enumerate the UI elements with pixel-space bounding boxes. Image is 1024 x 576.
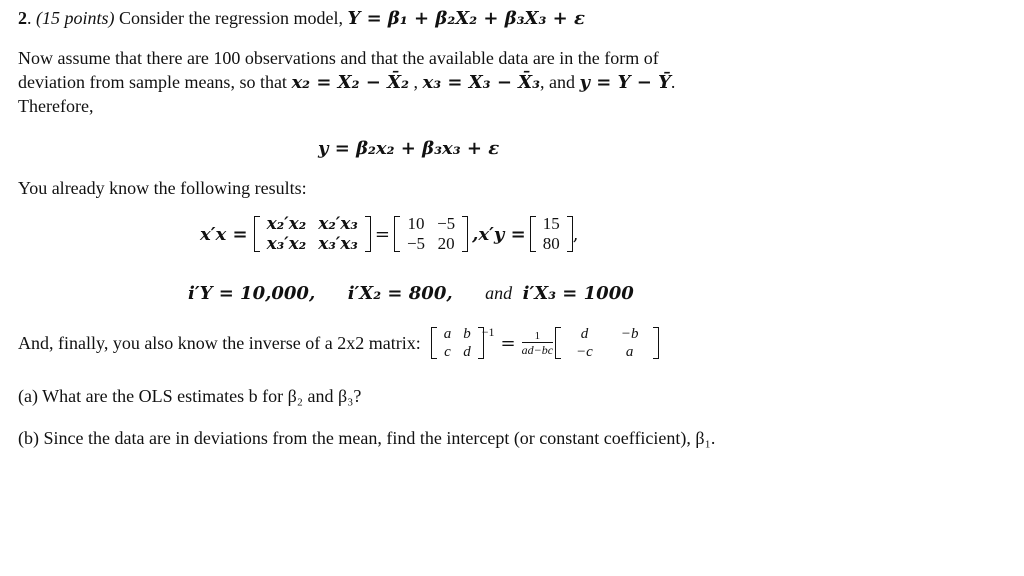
sum-iX2: i′X₂ = 800, (347, 283, 453, 304)
matrix-cell: x₂′x₃ (318, 214, 358, 234)
inverse-line (18, 325, 659, 361)
matrix-cell: x₂′x₂ (266, 214, 307, 234)
inverse-power: −1 (481, 325, 495, 339)
xx-symbolic-matrix (254, 214, 371, 254)
matrix-cell: −c (576, 344, 593, 360)
problem-header: 2. (15 points) Consider the regression model, Y = β₁ + β₂X₂ + β₃X₃ + ε (18, 8, 585, 29)
matrix-cell: 10 (407, 214, 425, 233)
problem-number: 2 (18, 8, 27, 28)
model-equation: Y = β₁ + β₂X₂ + β₃X₃ + ε (347, 8, 585, 29)
problem-points: (15 points) (36, 8, 115, 28)
matrix-cell: x₃′x₂ (266, 234, 307, 254)
equals-sign: = (500, 332, 516, 354)
matrix-cell: a (443, 326, 452, 342)
trailing-comma: , (572, 223, 579, 245)
xx-label: x′x = (200, 223, 248, 245)
xy-label: ,x′y = (472, 223, 526, 245)
matrix-cell: −b (620, 326, 639, 342)
fraction-numerator: 1 (522, 330, 553, 343)
vector-cell: 15 (542, 214, 560, 233)
inverse-input-matrix (431, 325, 484, 361)
sums-line (188, 283, 634, 304)
paragraph-line-1: Now assume that there are 100 observations and that the available data are in the form of (18, 48, 659, 68)
question-a: (a) What are the OLS estimates b for β₂ and β₃? (18, 386, 362, 406)
vector-cell: 80 (542, 234, 560, 253)
paragraph-line-2: deviation from sample means, so that x₂ = X₂ − X̄₂ , x₃ = X₃ − X̄₃, and y = Y − Ȳ. (18, 72, 676, 93)
equals-sign: = (374, 223, 390, 245)
deviation-model: y = β₂x₂ + β₃x₃ + ε (318, 138, 500, 159)
inverse-result-matrix (555, 325, 659, 361)
inverse-fraction (522, 330, 553, 357)
matrix-cell: x₃′x₃ (318, 234, 358, 254)
sum-and: and (485, 283, 513, 303)
matrix-cell: a (625, 344, 634, 360)
matrix-cell: d (463, 344, 471, 360)
sum-iY: i′Y = 10,000, (188, 283, 316, 304)
paragraph-and: , and (540, 72, 576, 92)
question-b: (b) Since the data are in deviations from the mean, find the intercept (or constant coefficient), β₁. (18, 428, 716, 448)
matrix-cell: −5 (437, 214, 456, 233)
deviation-y: y = Y − Ȳ (579, 72, 671, 93)
known-results-label: You already know the following results: (18, 178, 307, 198)
inverse-label: And, finally, you also know the inverse of a 2x2 matrix: (18, 332, 421, 353)
paragraph-line-2-prefix: deviation from sample means, so that (18, 72, 287, 92)
fraction-denominator: ad−bc (521, 342, 554, 357)
matrix-cell: b (463, 326, 471, 342)
xx-numeric-matrix (394, 214, 468, 254)
matrix-row (200, 214, 578, 254)
matrix-cell: d (580, 326, 589, 342)
deviation-x3: x₃ = X₃ − X̄₃ (422, 72, 541, 93)
deviation-x2: x₂ = X₂ − X̄₂ (291, 72, 409, 93)
problem-intro: Consider the regression model, (119, 8, 343, 28)
xy-vector (530, 214, 573, 254)
sum-iX3: i′X₃ = 1000 (522, 283, 634, 304)
paragraph-line-3: Therefore, (18, 96, 94, 116)
matrix-cell: 20 (437, 234, 455, 253)
matrix-cell: −5 (406, 234, 426, 253)
matrix-cell: c (444, 344, 451, 360)
